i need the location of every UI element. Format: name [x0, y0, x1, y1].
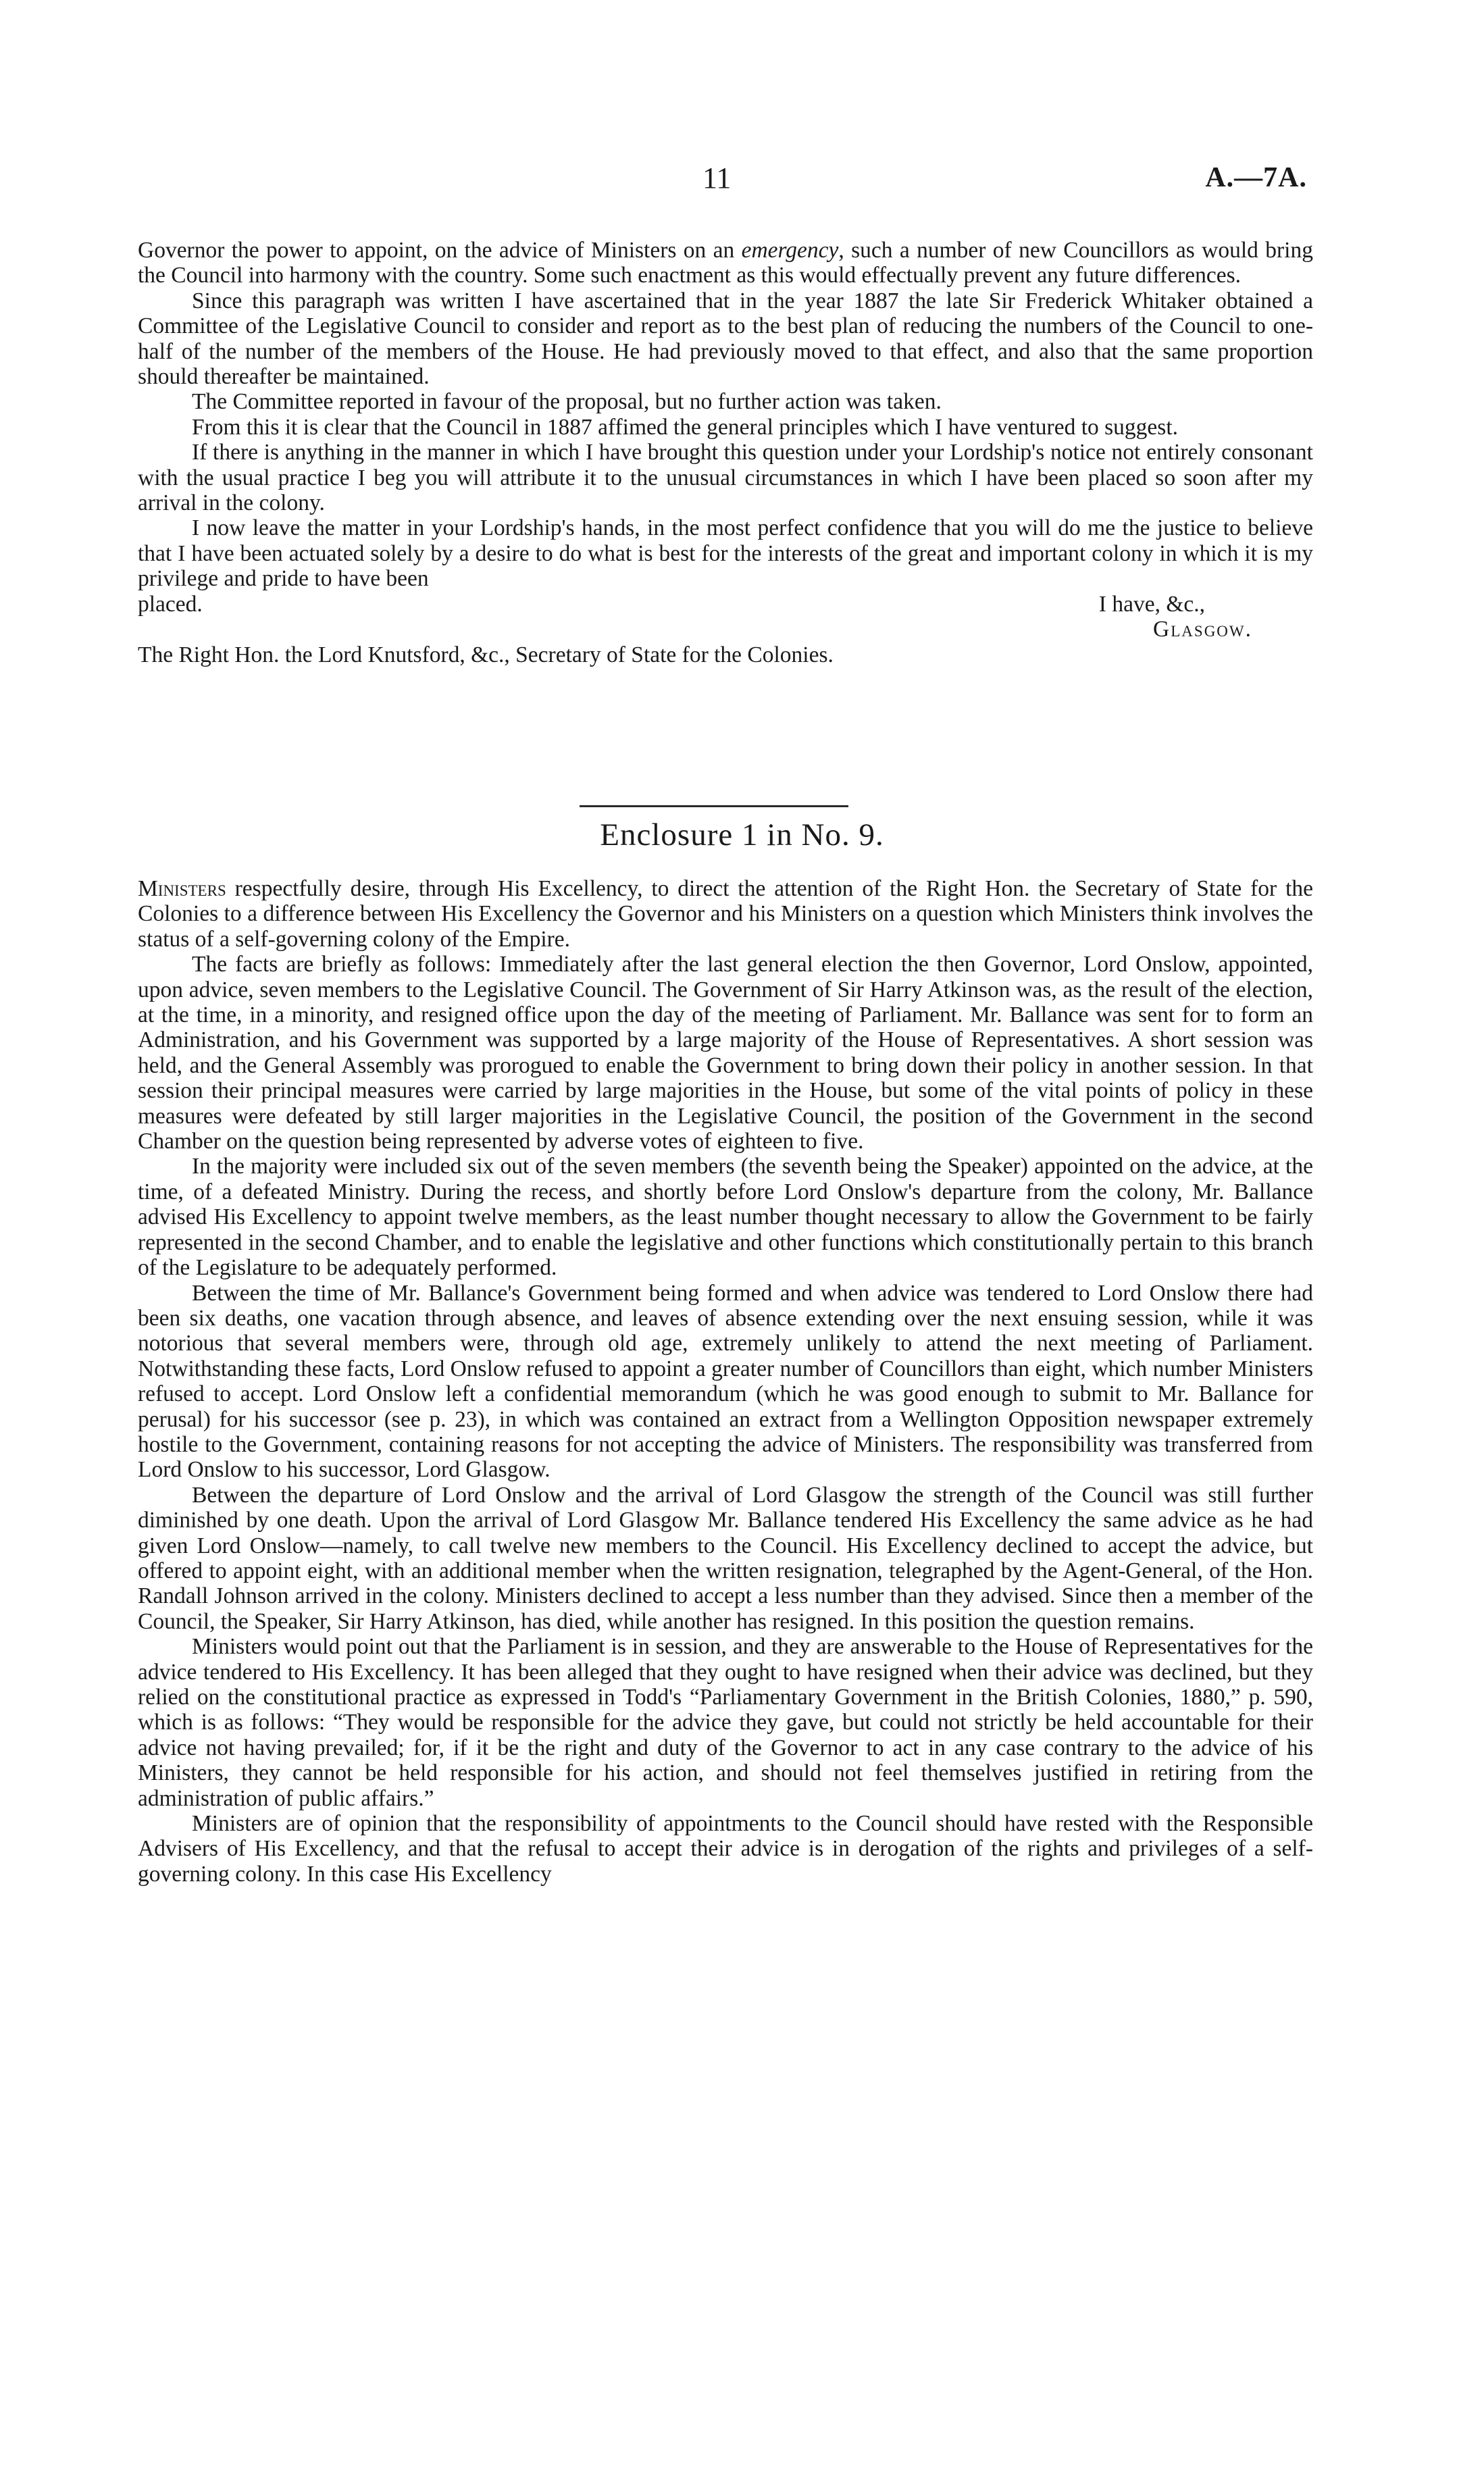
emphasis-emergency: emergency [741, 238, 839, 263]
letter-paragraph-5: If there is anything in the manner in which I have brought this question under your Lordship's notice not entirely consonant with the usual practice I beg you will attribute it to the unusual circumstances in which I have been placed so soon after my arrival in the colony. [138, 440, 1313, 516]
enclosure-paragraph-2: The facts are briefly as follows: Immediately after the last general election the then Governor, Lord Onslow, appointed, upon advice, seven members to the Legislative Council. The Government of Sir Harry Atkinson was, as the result of the election, at the time, in a minority, and resigned office upon the day of the meeting of Parliament. Mr. Ballance was sent for to form an Administration, and his Government was supported by a large majority of the House of Representatives. A short session was held, and the General Assembly was prorogued to enable the Government to bring down their policy in another session. In that session their principal measures were carried by large majorities in the House, but some of the vital points of policy in these measures were defeated by still larger majorities in the Legislative Council, the position of the Government in the second Chamber on the question being represented by adverse votes of eighteen to five. [138, 952, 1313, 1154]
enclosure-paragraph-6: Ministers would point out that the Parliament is in session, and they are answerable to the House of Representatives for the advice tendered to His Excellency. It has been alleged that they ought to have resigned when their advice was declined, but they relied on the constitutional practice as expressed in Todd's “Parliamentary Government in the British Colonies, 1880,” p. 590, which is as follows: “They would be responsible for the advice they gave, but could not strictly be held accountable for their advice not having prevailed; for, if it be the right and duty of the Governor to act in any case contrary to the advice of his Ministers, they cannot be held responsible for his action, and should not feel themselves justified in retiring from the administration of public affairs.” [138, 1634, 1313, 1811]
closing-left: placed. [138, 591, 203, 617]
addressee: The Right Hon. the Lord Knutsford, &c., Secretary of State for the Colonies. [138, 642, 834, 667]
letter-paragraph-1: Governor the power to appoint, on the advice of Ministers on an emergency, such a number of new Councillors as would bring the Council into harmony with the country. Some such enactment as this would effectually prevent any future differences. [138, 238, 1313, 288]
letter-paragraph-6: I now leave the matter in your Lordship's hands, in the most perfect confidence that you will do me the justice to believe that I have been actuated solely by a desire to do what is best for the interests of the great and important colony in which it is my privilege and pride to have been [138, 515, 1313, 592]
enclosure-paragraph-3: In the majority were included six out of the seven members (the seventh being the Speaker) appointed on the advice, at the time, of a defeated Ministry. During the recess, and shortly before Lord Onslow's departure from the colony, Mr. Ballance advised His Excellency to appoint twelve members, as the least number thought necessary to allow the Government to be fairly represented in the second Chamber, and to enable the legislative and other functions which constitutionally pertain to this branch of the Legislature to be adequately performed. [138, 1154, 1313, 1281]
enclosure-title: Enclosure 1 in No. 9. [600, 817, 884, 852]
section-divider [580, 805, 848, 807]
enclosure-paragraph-4: Between the time of Mr. Ballance's Government being formed and when advice was tendered to Lord Onslow there had been six deaths, one vacation through absence, and leaves of absence extending over the next ensuing session, while it was notorious that several members were, through old age, extremely unlikely to attend the next meeting of Parliament. Notwithstanding these facts, Lord Onslow refused to appoint a greater number of Councillors than eight, which number Ministers refused to accept. Lord Onslow left a confidential memorandum (which he was good enough to submit to Mr. Ballance for perusal) for his successor (see p. 23), in which was contained an extract from a Wellington Opposition newspaper extremely hostile to the Government, containing reasons for not accepting the advice of Ministers. The responsibility was transferred from Lord Onslow to his successor, Lord Glasgow. [138, 1280, 1313, 1483]
letter-paragraph-3: The Committee reported in favour of the proposal, but no further action was taken. [192, 389, 942, 415]
letter-body [138, 238, 1313, 667]
page-header [0, 161, 1484, 206]
enclosure-body [138, 876, 1313, 1887]
enclosure-first-word: Ministers [138, 876, 226, 901]
page-number: 11 [702, 161, 732, 195]
enclosure-paragraph-1 [138, 876, 1313, 952]
document-reference: A.—7A. [1205, 162, 1307, 193]
closing-right: I have, &c., [1098, 591, 1205, 617]
letter-closing [138, 592, 1313, 617]
enclosure-paragraph-1-text: respectfully desire, through His Excellency, to direct the attention of the Right Hon. the Secretary of State for the Colonies to a difference between His Excellency the Governor and his Ministers on a question which Ministers think involves the status of a self-governing colony of the Empire. [138, 876, 1313, 952]
enclosure-paragraph-7: Ministers are of opinion that the responsibility of appointments to the Council should have rested with the Responsible Advisers of His Excellency, and that the refusal to accept their advice is in derogation of the rights and privileges of a self-governing colony. In this case His Excellency [138, 1811, 1313, 1887]
enclosure-paragraph-5: Between the departure of Lord Onslow and the arrival of Lord Glasgow the strength of the Council was still further diminished by one death. Upon the arrival of Lord Glasgow Mr. Ballance tendered His Excellency the same advice as he had given Lord Onslow—namely, to call twelve new members to the Council. His Excellency declined to accept the advice, but offered to appoint eight, with an additional member when the written resignation, telegraphed by the Agent-General, of the Hon. Randall Johnson arrived in the colony. Ministers declined to accept a less number than they advised. Since then a member of the Council, the Speaker, Sir Harry Atkinson, has died, while another has resigned. In this position the question remains. [138, 1482, 1313, 1634]
letter-paragraph-2: Since this paragraph was written I have ascertained that in the year 1887 the late Sir Frederick Whitaker obtained a Committee of the Legislative Council to consider and report as to the best plan of reducing the numbers of the Council to one-half of the number of the members of the House. He had previously moved to that effect, and also that the same proportion should thereafter be maintained. [138, 288, 1313, 390]
signature: Glasgow. [1153, 617, 1252, 642]
letter-paragraph-4: From this it is clear that the Council in 1887 affimed the general principles which I have ventured to suggest. [192, 414, 1178, 440]
